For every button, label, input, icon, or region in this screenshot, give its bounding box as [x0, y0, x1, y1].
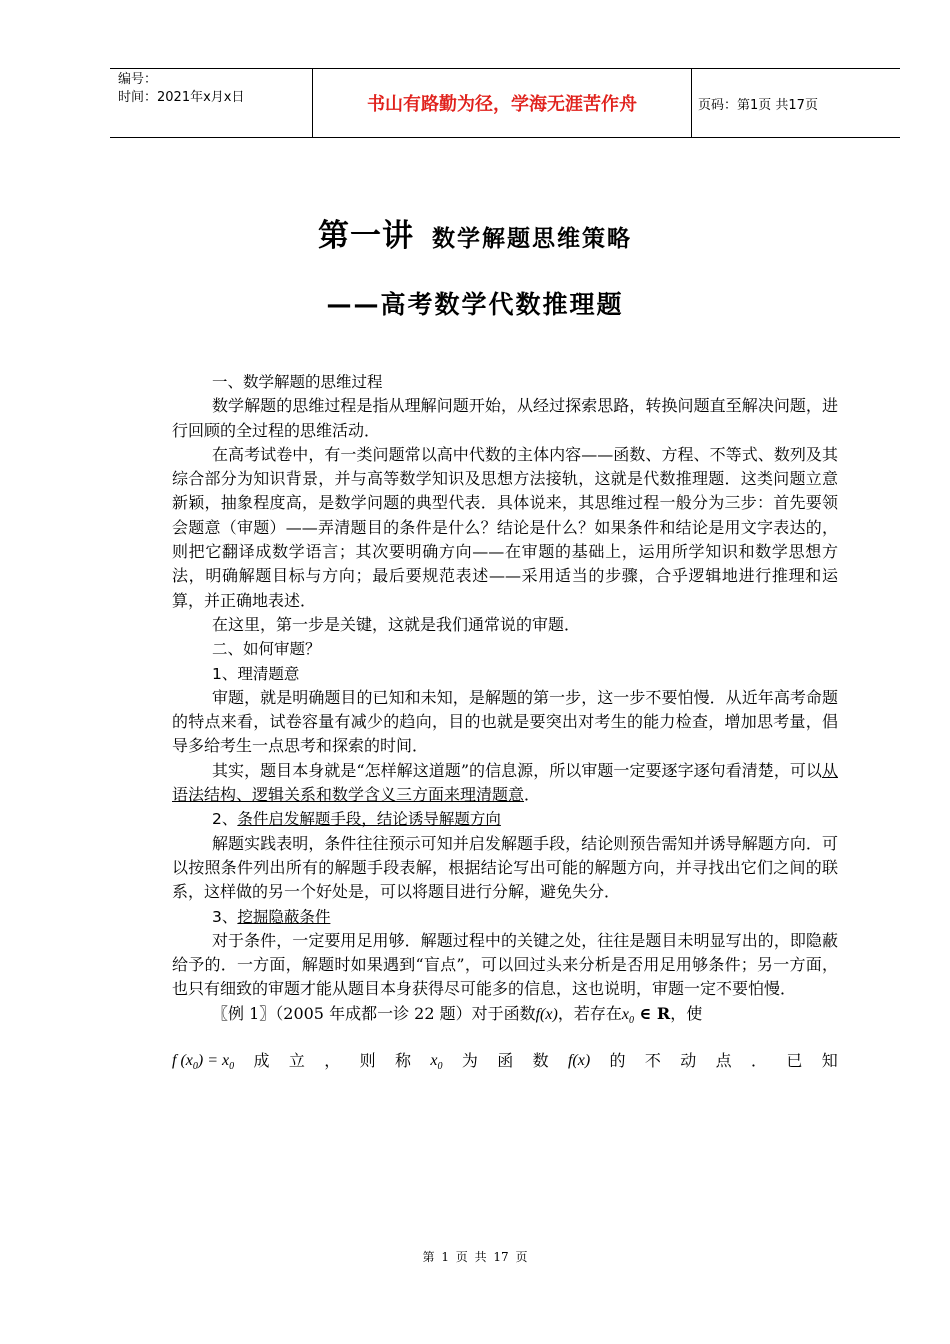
paragraph: 数学解题的思维过程是指从理解问题开始，从经过探索思路，转换问题直至解决问题，进行回顾的全过程的思维活动．: [172, 396, 838, 440]
subscript: 0: [229, 1061, 235, 1073]
word: ，: [324, 1051, 341, 1071]
word: 成: [253, 1051, 270, 1071]
subscript: 0: [437, 1061, 443, 1073]
variable-x0: [430, 1049, 442, 1079]
word: 动: [680, 1051, 697, 1071]
paragraph: 对于条件，一定要用足用够．解题过程中的关键之处，往往是题目未明显写出的，即隐蔽给予的．一方面，解题时如果遇到“盲点”，可以回过头来分析是否用足用够条件；另一方面，也只有细致的审题才能从题目本身获得尽可能多的信息，这也说明，审题一定不要怕慢．: [172, 930, 838, 999]
word: 立: [288, 1051, 305, 1071]
paragraph: 解题实践表明，条件往往预示可知并启发解题手段，结论则预告需知并诱导解题方向．可以按照条件列出所有的解题手段表解，根据结论写出可能的解题方向，并寻找出它们之间的联系，这样做的另一个好处是，可以将题目进行分解，避免失分．: [172, 833, 838, 902]
section-2-heading: 二、如何审题？: [212, 640, 321, 659]
subscript: 0: [628, 1014, 634, 1026]
underlined-text: 从语法结构、逻辑关系和数学含义三方面来理清题意: [172, 760, 838, 805]
lecture-topic: 数学解题思维策略: [432, 226, 632, 252]
fixed-point-equation: [172, 1049, 234, 1079]
text-run: ．: [524, 785, 541, 805]
page-footer: 第 1 页 共 17 页: [422, 1250, 528, 1264]
var-x: x: [430, 1052, 438, 1070]
eq-rhs: ) = x: [197, 1052, 230, 1070]
lecture-subtitle: ——高考数学代数推理题: [326, 290, 624, 319]
word: 不: [644, 1051, 661, 1071]
word: ．: [751, 1051, 768, 1071]
section-1-heading: 一、数学解题的思维过程: [212, 373, 383, 391]
paragraph: [172, 759, 838, 808]
word: 点: [715, 1051, 732, 1071]
header-motto: 书山有路勤为径，学海无涯苦作舟: [312, 69, 692, 137]
word: 称: [394, 1051, 411, 1071]
subsection-2-heading: [172, 807, 838, 831]
text-run: ，使: [670, 1003, 703, 1023]
subscript: 0: [192, 1061, 198, 1073]
subsection-number: 2、: [212, 810, 238, 829]
document-header: [110, 68, 900, 138]
subsection-title: 挖掘隐蔽条件: [237, 907, 331, 926]
header-page-info: 页码：第1页 共17页: [698, 97, 818, 113]
word: 为: [461, 1051, 478, 1071]
in-reals: ∈ R: [633, 1003, 671, 1023]
example-line-1: [172, 1002, 838, 1033]
number-label: 编号：: [118, 72, 158, 87]
word: 知: [821, 1051, 838, 1071]
subsection-1-heading: 1、理清题意: [212, 664, 300, 683]
example-line-2: [172, 1049, 838, 1079]
header-meta-cell: [110, 69, 312, 137]
lecture-number: 第一讲: [318, 218, 414, 254]
word: 的: [609, 1051, 626, 1071]
function-fx: f(x): [535, 1005, 558, 1023]
function-fx: f(x): [567, 1052, 591, 1070]
var-x: x: [621, 1005, 629, 1023]
paragraph: 审题，就是明确题目的已知和未知，是解题的第一步，这一步不要怕慢．从近年高考命题的特点来看，试卷容量有减少的趋向，目的也就是要突出对考生的能力检查，增加思考量，倡导多给考生一点思考和探索的时间．: [172, 687, 838, 756]
variable-x0: [621, 1005, 634, 1026]
word: 数: [532, 1051, 549, 1071]
paragraph: 在高考试卷中，有一类问题常以高中代数的主体内容——函数、方程、不等式、数列及其综合部分为知识背景，并与高等数学知识及思想方法接轨，这就是代数推理题．这类问题立意新颖，抽象程度高，是数学问题的典型代表．具体说来，其思维过程一般分为三步：首先要领会题意（审题）——弄清题目的条件是什么？结论是什么？如果条件和结论是用文字表达的，则把它翻译成数学语言；其次要明确方向——在审题的基础上，运用所学知识和数学思想方法，明确解题目标与方向；最后要规范表述——采用适当的步骤，合乎逻辑地进行推理和运算，并正确地表述．: [172, 444, 838, 610]
eq-lhs: f (x: [172, 1052, 193, 1070]
word: 已: [786, 1051, 803, 1071]
subsection-title: 条件启发解题手段，结论诱导解题方向: [237, 810, 501, 829]
word: 函: [497, 1051, 514, 1071]
subsection-3-heading: [172, 905, 838, 929]
example-label: 〖例 1〗（2005 年成都一诊 22 题）对于函数: [212, 1003, 536, 1023]
subsection-number: 3、: [212, 907, 238, 926]
document-body: [172, 370, 838, 1080]
lecture-title: [0, 210, 950, 255]
text-run: 其实，题目本身就是“怎样解这道题”的信息源，所以审题一定要逐字逐句看清楚，可以: [212, 760, 822, 780]
time-label: 时间：2021年x月x日: [118, 90, 245, 105]
text-run: ，若存在: [557, 1003, 622, 1023]
paragraph: 在这里，第一步是关键，这就是我们通常说的审题．: [212, 614, 581, 634]
word: 则: [359, 1051, 376, 1071]
